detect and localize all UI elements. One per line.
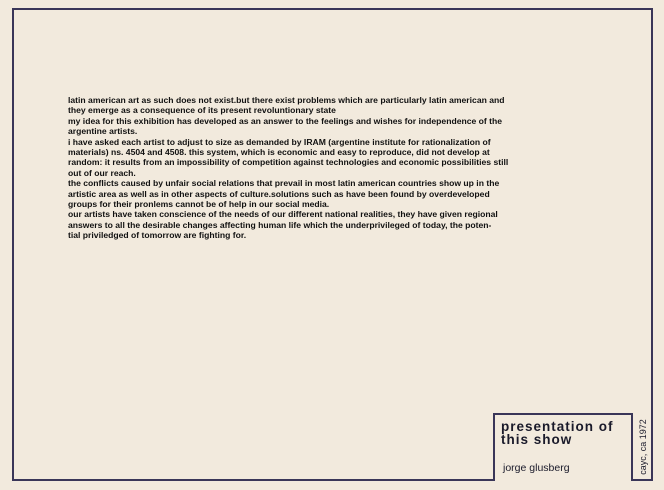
text-line: artistic area as well as in other aspects of culture.solutions such as have been found by overdeveloped [68,188,490,199]
statement-text [68,95,578,241]
title-box [493,413,633,481]
credit-text: cayc, ca 1972 [638,419,648,475]
text-line: tial priviledged of tomorrow are fighting for. [68,230,247,241]
title-line: presentation of [501,419,614,434]
text-line: out of our reach. [68,167,136,178]
text-line: i have asked each artist to adjust to size as demanded by IRAM (argentine institute for rationalization of [68,136,491,147]
text-line: random: it results from an impossibility of competition against technologies and economic possibilities still [68,157,509,168]
page-frame [12,8,653,481]
title-line: this show [501,432,573,447]
document-title [501,420,629,446]
text-line: latin american art as such does not exist.but there exist problems which are particularly latin american and [68,95,505,105]
text-line: groups for their pronlems cannot be of help in our social media. [68,199,330,210]
text-line: materials) ns. 4504 and 4508. this system, which is economic and easy to reproduce, did not develop at [68,147,490,158]
author-name: jorge glusberg [503,462,570,474]
text-line: they emerge as a consequence of its present revoluntionary state [68,105,336,116]
text-line: answers to all the desirable changes affecting human life which the underprivileged of today, the poten- [68,219,492,230]
text-line: our artists have taken conscience of the needs of our different national realities, they have given regional [68,209,498,220]
text-line: my idea for this exhibition has developed as an answer to the feelings and wishes for independence of the [68,115,503,126]
text-line: argentine artists. [68,126,138,137]
credit-column [633,413,653,481]
text-line: the conflicts caused by unfair social relations that prevail in most latin american countries show up in the [68,178,500,189]
